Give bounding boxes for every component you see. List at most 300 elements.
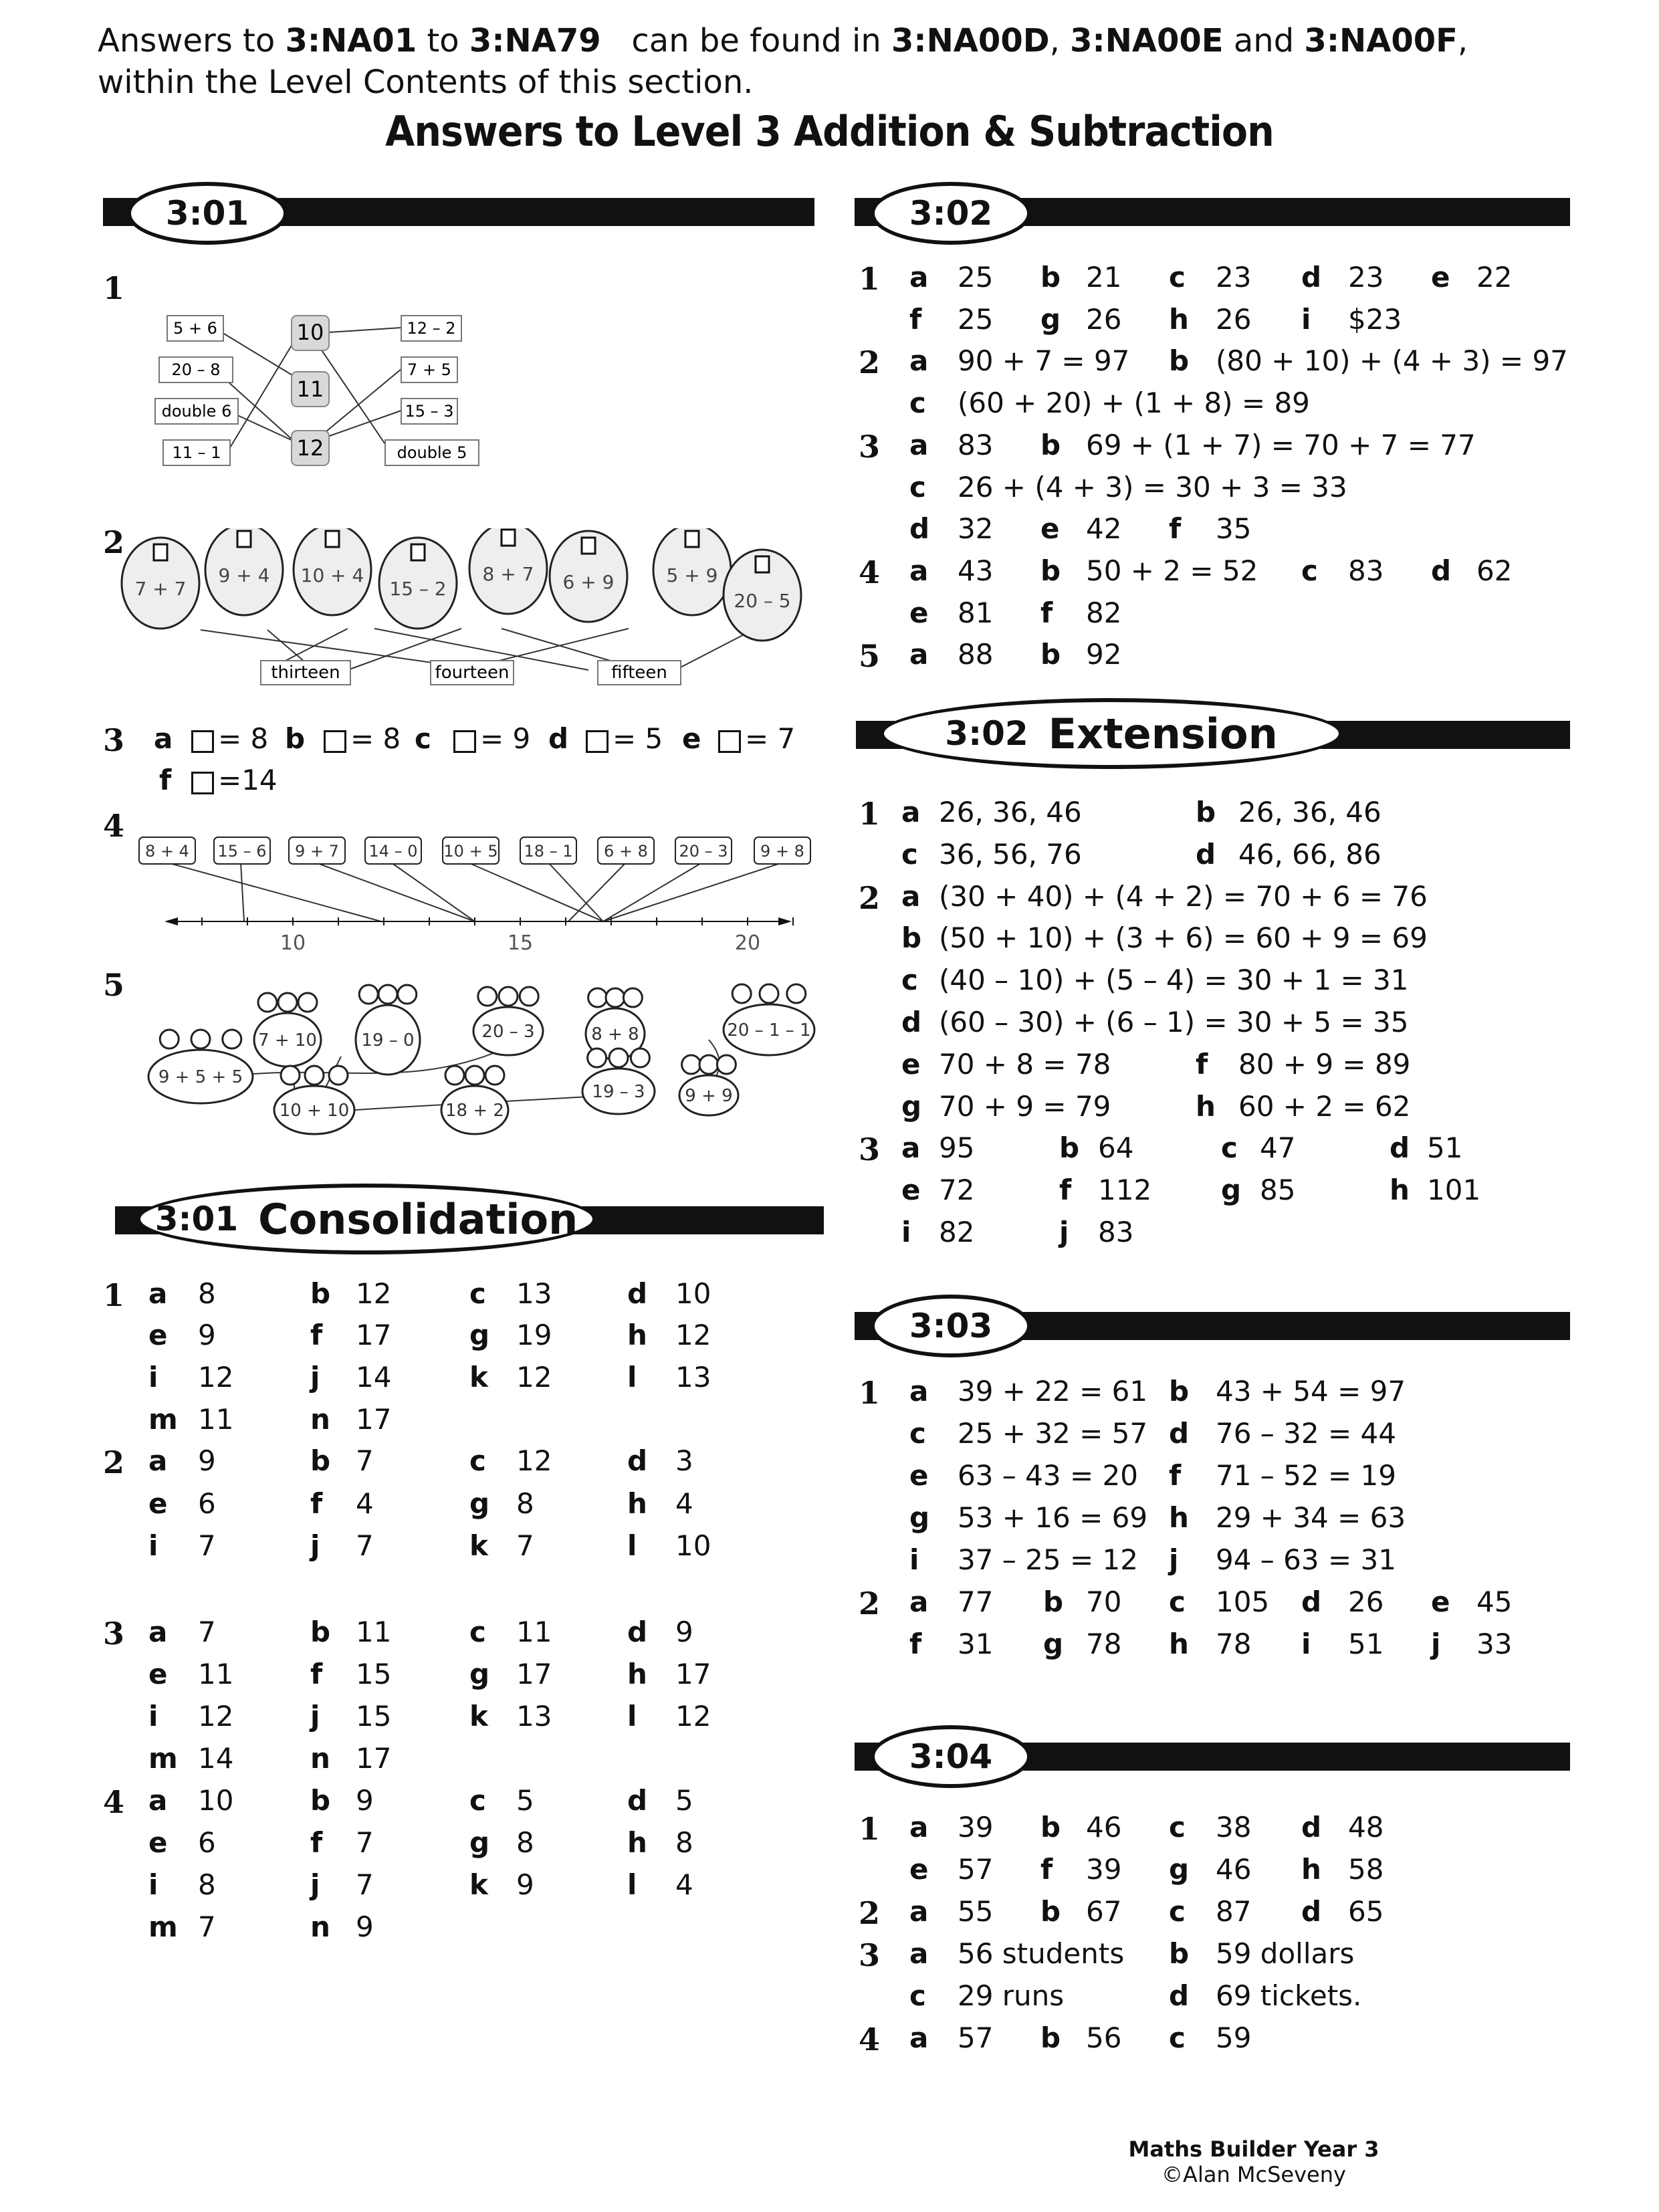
s301c-part-letter: h bbox=[627, 1487, 647, 1520]
s301c-answer-value: 13 bbox=[516, 1277, 552, 1310]
s302-row bbox=[0, 261, 1659, 302]
s304-part-letter: b bbox=[1040, 1895, 1061, 1928]
s302x-part-letter: h bbox=[1196, 1089, 1216, 1123]
s301c-answer-value: 6 bbox=[198, 1487, 216, 1520]
s303-part-letter: h bbox=[1169, 1501, 1189, 1534]
s302-part-letter: c bbox=[1169, 261, 1186, 294]
s303-answer-value: 33 bbox=[1476, 1628, 1513, 1660]
section-label-301: 3:01 bbox=[165, 194, 249, 233]
s302-part-letter: e bbox=[1431, 261, 1450, 294]
s301c-answer-value: 4 bbox=[675, 1868, 693, 1901]
s302-answer-value: (80 + 10) + (4 + 3) = 97 bbox=[1216, 344, 1568, 378]
s304-part-letter: b bbox=[1169, 1937, 1190, 1970]
balloon-label: 6 + 9 bbox=[562, 571, 615, 593]
s301-q4-label: 4 bbox=[103, 808, 125, 844]
s302x-part-letter: b bbox=[901, 921, 922, 955]
s303-answer-value: 78 bbox=[1086, 1628, 1122, 1660]
s301c-answer-value: 9 bbox=[356, 1784, 374, 1817]
s301c-answer-value: 8 bbox=[516, 1826, 534, 1859]
s301c-row bbox=[0, 1277, 829, 1319]
word-text-2: fourteen bbox=[435, 663, 510, 683]
s301c-part-letter: k bbox=[469, 1361, 488, 1394]
s302x-answer-value: 85 bbox=[1260, 1174, 1296, 1207]
s301c-part-letter: d bbox=[627, 1784, 648, 1817]
s302x-part-letter: e bbox=[901, 1174, 921, 1207]
s303-part-letter: a bbox=[909, 1375, 929, 1408]
q3-letter-b: b bbox=[285, 722, 306, 755]
s301c-row bbox=[0, 1742, 829, 1783]
s303-part-letter: e bbox=[1431, 1585, 1450, 1618]
s301c-answer-value: 7 bbox=[356, 1444, 374, 1477]
s303-row bbox=[0, 1417, 1659, 1458]
s302-part-letter: a bbox=[909, 261, 929, 294]
s302x-row bbox=[0, 1216, 1659, 1257]
intro-sep: , bbox=[1049, 22, 1071, 60]
s301c-part-letter: a bbox=[148, 1784, 168, 1817]
s302x-answer-value: 47 bbox=[1260, 1131, 1296, 1165]
s304-row bbox=[0, 2021, 1659, 2063]
q3-value-f: =14 bbox=[218, 764, 278, 796]
tick-label-20: 20 bbox=[734, 931, 761, 955]
s302x-answer-value: 82 bbox=[939, 1216, 975, 1248]
intro-line-2: within the Level Contents of this section. bbox=[98, 64, 754, 101]
s302x-answer-value: 95 bbox=[939, 1131, 975, 1165]
paw-label: 9 + 9 bbox=[685, 1086, 733, 1106]
s301c-answer-value: 15 bbox=[356, 1700, 392, 1733]
s302-part-letter: b bbox=[1040, 261, 1061, 294]
s304-answer-value: 65 bbox=[1348, 1895, 1384, 1928]
s302x-part-letter: g bbox=[1221, 1174, 1242, 1207]
s301c-question-number: 3 bbox=[103, 1616, 125, 1652]
s301c-answer-value: 17 bbox=[516, 1658, 552, 1690]
s301c-answer-value: 13 bbox=[675, 1361, 711, 1394]
s302-answer-value: 35 bbox=[1216, 512, 1252, 546]
q3-box-a bbox=[191, 730, 214, 753]
s304-question-number: 2 bbox=[859, 1895, 881, 1931]
s301c-part-letter: b bbox=[310, 1444, 331, 1477]
s302x-part-letter: c bbox=[1221, 1131, 1238, 1165]
s302x-part-letter: b bbox=[1196, 796, 1216, 828]
s302-answer-value: 92 bbox=[1086, 638, 1122, 671]
s301c-answer-value: 17 bbox=[356, 1403, 392, 1436]
s304-answer-value: 56 bbox=[1086, 2021, 1122, 2054]
q3-box-e bbox=[718, 730, 741, 753]
s304-part-letter: g bbox=[1169, 1853, 1190, 1886]
s302x-row bbox=[0, 796, 1659, 837]
paw-label: 10 + 10 bbox=[279, 1101, 350, 1121]
s301c-part-letter: l bbox=[627, 1361, 637, 1394]
s302-part-letter: g bbox=[1040, 302, 1061, 336]
s304-answer-value: 56 students bbox=[958, 1937, 1125, 1970]
s301c-answer-value: 8 bbox=[198, 1868, 216, 1901]
s302-part-letter: e bbox=[909, 596, 929, 629]
s304-answer-value: 55 bbox=[958, 1895, 994, 1928]
code-e: 3:NA00E bbox=[1070, 22, 1224, 60]
s302-row bbox=[0, 303, 1659, 344]
s302-answer-value: 82 bbox=[1086, 596, 1122, 629]
s304-answer-value: 29 runs bbox=[958, 1979, 1065, 2012]
s301c-answer-value: 8 bbox=[198, 1277, 216, 1310]
match-text-left-3: double 6 bbox=[161, 402, 232, 421]
expression-label: 8 + 4 bbox=[145, 842, 189, 861]
q3-value-e: = 7 bbox=[745, 722, 796, 755]
section-badge-302x bbox=[880, 698, 1343, 769]
s303-part-letter: i bbox=[1301, 1628, 1311, 1660]
s301c-answer-value: 5 bbox=[675, 1784, 693, 1817]
s302-answer-value: 69 + (1 + 7) = 70 + 7 = 77 bbox=[1086, 428, 1476, 461]
s304-answer-value: 48 bbox=[1348, 1811, 1384, 1844]
q3-box-c bbox=[453, 730, 476, 753]
s301c-part-letter: e bbox=[148, 1487, 168, 1520]
match-text-mid-2: 11 bbox=[296, 376, 324, 402]
s302-answer-value: 22 bbox=[1476, 261, 1513, 294]
section-label-303: 3:03 bbox=[909, 1307, 993, 1345]
s304-answer-value: 39 bbox=[958, 1811, 994, 1844]
s301c-part-letter: n bbox=[310, 1742, 330, 1775]
s303-part-letter: f bbox=[909, 1628, 922, 1660]
expression-label: 15 – 6 bbox=[217, 842, 267, 861]
s302-part-letter: d bbox=[1301, 261, 1322, 294]
s302-part-letter: a bbox=[909, 428, 929, 461]
s302x-answer-value: 70 + 8 = 78 bbox=[939, 1047, 1111, 1081]
s302-part-letter: i bbox=[1301, 302, 1311, 336]
s301c-answer-value: 12 bbox=[198, 1361, 234, 1394]
s303-answer-value: 78 bbox=[1216, 1628, 1252, 1660]
balloon-label: 9 + 4 bbox=[218, 564, 270, 586]
s301c-part-letter: d bbox=[627, 1277, 648, 1310]
s301c-part-letter: h bbox=[627, 1319, 647, 1351]
s301c-answer-value: 4 bbox=[675, 1487, 693, 1520]
s303-part-letter: c bbox=[909, 1417, 926, 1450]
intro-word-and: and bbox=[1223, 22, 1305, 60]
s302-answer-value: 83 bbox=[958, 428, 994, 461]
s301-q5-label: 5 bbox=[103, 967, 125, 1003]
s301c-answer-value: 11 bbox=[198, 1658, 234, 1690]
s301c-answer-value: 9 bbox=[675, 1616, 693, 1648]
s302-part-letter: c bbox=[909, 386, 926, 420]
s302-answer-value: 26 + (4 + 3) = 30 + 3 = 33 bbox=[958, 470, 1347, 504]
s302-answer-value: 43 bbox=[958, 554, 994, 587]
s301c-answer-value: 11 bbox=[516, 1616, 552, 1648]
q3-value-d: = 5 bbox=[613, 722, 663, 755]
paw-label: 18 + 2 bbox=[445, 1101, 504, 1121]
s301c-answer-value: 17 bbox=[356, 1319, 392, 1351]
s301c-part-letter: j bbox=[310, 1700, 320, 1733]
s303-answer-value: 39 + 22 = 61 bbox=[958, 1375, 1148, 1408]
s302x-question-number: 1 bbox=[859, 796, 881, 832]
s304-question-number: 3 bbox=[859, 1937, 881, 1973]
expression-label: 6 + 8 bbox=[604, 842, 648, 861]
s301c-part-letter: i bbox=[148, 1700, 158, 1733]
s304-row bbox=[0, 1811, 1659, 1852]
s304-row bbox=[0, 1853, 1659, 1894]
s302-part-letter: a bbox=[909, 638, 929, 671]
s302x-part-letter: j bbox=[1059, 1216, 1069, 1248]
s302-row bbox=[0, 596, 1659, 638]
s302-answer-value: 88 bbox=[958, 638, 994, 671]
s302-row bbox=[0, 638, 1659, 679]
s301c-part-letter: l bbox=[627, 1700, 637, 1733]
s302x-answer-value: 112 bbox=[1098, 1174, 1152, 1207]
s302x-part-letter: d bbox=[901, 1006, 922, 1038]
match-text-right-1: 12 – 2 bbox=[407, 319, 456, 338]
s301c-answer-value: 17 bbox=[356, 1742, 392, 1775]
s304-answer-value: 39 bbox=[1086, 1853, 1122, 1886]
s302-part-letter: f bbox=[1040, 596, 1053, 629]
s303-answer-value: 63 – 43 = 20 bbox=[958, 1459, 1138, 1492]
s301c-part-letter: d bbox=[627, 1444, 648, 1477]
s301c-answer-value: 12 bbox=[516, 1444, 552, 1477]
s304-answer-value: 46 bbox=[1086, 1811, 1122, 1844]
s304-part-letter: c bbox=[1169, 2021, 1186, 2054]
s303-part-letter: e bbox=[909, 1459, 929, 1492]
s302-answer-value: $23 bbox=[1348, 302, 1402, 336]
s302x-answer-value: (60 – 30) + (6 – 1) = 30 + 5 = 35 bbox=[939, 1006, 1409, 1038]
s303-part-letter: j bbox=[1169, 1543, 1179, 1576]
s302x-part-letter: a bbox=[901, 1131, 921, 1165]
s302x-part-letter: d bbox=[1196, 837, 1216, 871]
intro-mid: can be found in bbox=[600, 22, 892, 60]
intro-prefix: Answers to bbox=[98, 22, 286, 60]
s301c-answer-value: 8 bbox=[516, 1487, 534, 1520]
s302x-question-number: 3 bbox=[859, 1131, 881, 1168]
paw-label: 19 – 0 bbox=[361, 1030, 415, 1050]
s304-part-letter: b bbox=[1040, 1811, 1061, 1844]
s303-answer-value: 51 bbox=[1348, 1628, 1384, 1660]
s303-answer-value: 29 + 34 = 63 bbox=[1216, 1501, 1406, 1534]
s302x-question-number: 2 bbox=[859, 879, 881, 916]
s301c-answer-value: 10 bbox=[198, 1784, 234, 1817]
s301c-part-letter: j bbox=[310, 1868, 320, 1901]
balloon-label: 15 – 2 bbox=[389, 578, 447, 600]
s302x-answer-value: 26, 36, 46 bbox=[939, 796, 1082, 828]
footer-copyright: ©Alan McSeveny bbox=[1162, 2162, 1346, 2187]
code-end: 3:NA79 bbox=[469, 22, 601, 60]
s303-part-letter: d bbox=[1301, 1585, 1322, 1618]
s304-question-number: 1 bbox=[859, 1811, 881, 1847]
s301c-part-letter: c bbox=[469, 1616, 486, 1648]
s303-row bbox=[0, 1543, 1659, 1585]
s301c-answer-value: 7 bbox=[198, 1910, 216, 1943]
s304-answer-value: 57 bbox=[958, 2021, 994, 2054]
s304-answer-value: 67 bbox=[1086, 1895, 1122, 1928]
s301c-answer-value: 7 bbox=[356, 1826, 374, 1859]
q3-box-d bbox=[586, 730, 609, 753]
s301c-part-letter: e bbox=[148, 1319, 168, 1351]
s302x-part-letter: b bbox=[1059, 1131, 1080, 1165]
s301c-answer-value: 19 bbox=[516, 1319, 552, 1351]
s301-q3-row-1 bbox=[103, 722, 839, 764]
s302x-part-letter: a bbox=[901, 879, 921, 913]
s302-answer-value: (60 + 20) + (1 + 8) = 89 bbox=[958, 386, 1310, 420]
s301c-question-number: 4 bbox=[103, 1784, 125, 1820]
s301c-answer-value: 7 bbox=[198, 1616, 216, 1648]
s301c-part-letter: d bbox=[627, 1616, 648, 1648]
expression-label: 9 + 8 bbox=[760, 842, 804, 861]
s302-answer-value: 25 bbox=[958, 302, 994, 336]
s301-q2-label: 2 bbox=[103, 524, 125, 560]
s302-row bbox=[0, 512, 1659, 554]
s302x-answer-value: (50 + 10) + (3 + 6) = 60 + 9 = 69 bbox=[939, 921, 1428, 955]
s301c-answer-value: 7 bbox=[356, 1868, 374, 1901]
expression-label: 14 – 0 bbox=[368, 842, 418, 861]
s301c-part-letter: g bbox=[469, 1487, 490, 1520]
match-text-mid-1: 10 bbox=[296, 320, 324, 345]
s302-answer-value: 42 bbox=[1086, 512, 1122, 546]
s303-question-number: 2 bbox=[859, 1585, 881, 1622]
s303-part-letter: b bbox=[1043, 1585, 1064, 1618]
section-label-302x-word: Extension bbox=[1048, 709, 1278, 758]
s301c-part-letter: c bbox=[469, 1444, 486, 1477]
expression-label: 10 + 5 bbox=[443, 842, 498, 861]
s303-row bbox=[0, 1459, 1659, 1501]
match-text-right-2: 7 + 5 bbox=[407, 360, 451, 379]
s303-answer-value: 94 – 63 = 31 bbox=[1216, 1543, 1396, 1576]
s302-row bbox=[0, 471, 1659, 512]
s303-answer-value: 45 bbox=[1476, 1585, 1513, 1618]
s304-answer-value: 57 bbox=[958, 1853, 994, 1886]
match-text-left-1: 5 + 6 bbox=[173, 319, 217, 338]
s302-part-letter: b bbox=[1169, 344, 1190, 378]
match-text-left-4: 11 – 1 bbox=[172, 443, 221, 462]
match-text-left-2: 20 – 8 bbox=[171, 360, 221, 379]
s301c-answer-value: 7 bbox=[516, 1529, 534, 1562]
s301c-answer-value: 7 bbox=[356, 1529, 374, 1562]
footer bbox=[1103, 2136, 1404, 2187]
s303-question-number: 1 bbox=[859, 1375, 881, 1411]
s302-part-letter: h bbox=[1169, 302, 1189, 336]
s303-answer-value: 31 bbox=[958, 1628, 994, 1660]
s302x-row bbox=[0, 1006, 1659, 1047]
s304-part-letter: a bbox=[909, 1937, 929, 1970]
s302-question-number: 2 bbox=[859, 344, 881, 381]
s302-part-letter: d bbox=[1431, 554, 1452, 587]
s302-question-number: 4 bbox=[859, 554, 881, 590]
s302-part-letter: c bbox=[1301, 554, 1318, 587]
s304-part-letter: a bbox=[909, 1811, 929, 1844]
s301c-part-letter: b bbox=[310, 1277, 331, 1310]
s302-part-letter: b bbox=[1040, 554, 1061, 587]
section-label-301c-word: Consolidation bbox=[258, 1194, 578, 1244]
s302-row bbox=[0, 386, 1659, 428]
intro-word-to: to bbox=[417, 22, 469, 60]
s302-answer-value: 23 bbox=[1216, 261, 1252, 294]
s303-part-letter: g bbox=[909, 1501, 930, 1534]
s301c-answer-value: 12 bbox=[516, 1361, 552, 1394]
s301c-part-letter: l bbox=[627, 1868, 637, 1901]
s301c-answer-value: 4 bbox=[356, 1487, 374, 1520]
s301c-part-letter: j bbox=[310, 1361, 320, 1394]
intro-end: , bbox=[1457, 22, 1468, 60]
s303-answer-value: 71 – 52 = 19 bbox=[1216, 1459, 1396, 1492]
s302x-answer-value: 70 + 9 = 79 bbox=[939, 1089, 1111, 1123]
s301c-answer-value: 12 bbox=[675, 1700, 711, 1733]
s302x-answer-value: 83 bbox=[1098, 1216, 1134, 1248]
s303-answer-value: 105 bbox=[1216, 1585, 1270, 1618]
s302-answer-value: 81 bbox=[958, 596, 994, 629]
s301c-part-letter: i bbox=[148, 1529, 158, 1562]
s301c-part-letter: b bbox=[310, 1616, 331, 1648]
s304-answer-value: 59 dollars bbox=[1216, 1937, 1355, 1970]
s301c-part-letter: j bbox=[310, 1529, 320, 1562]
s301c-part-letter: e bbox=[148, 1826, 168, 1859]
s302x-row bbox=[0, 838, 1659, 879]
s303-part-letter: i bbox=[909, 1543, 919, 1576]
s304-row bbox=[0, 1895, 1659, 1937]
s302-answer-value: 26 bbox=[1216, 302, 1252, 336]
s304-part-letter: e bbox=[909, 1853, 929, 1886]
balloon-label: 10 + 4 bbox=[300, 564, 364, 586]
s303-answer-value: 43 + 54 = 97 bbox=[1216, 1375, 1406, 1408]
s303-part-letter: f bbox=[1169, 1459, 1182, 1492]
s304-row bbox=[0, 1979, 1659, 2021]
expression-label: 9 + 7 bbox=[295, 842, 339, 861]
s302-part-letter: f bbox=[909, 302, 922, 336]
code-start: 3:NA01 bbox=[285, 22, 417, 60]
code-d: 3:NA00D bbox=[891, 22, 1050, 60]
s302-answer-value: 26 bbox=[1086, 302, 1122, 336]
s304-part-letter: h bbox=[1301, 1853, 1321, 1886]
s302x-row bbox=[0, 1131, 1659, 1173]
s303-answer-value: 76 – 32 = 44 bbox=[1216, 1417, 1396, 1450]
s304-answer-value: 46 bbox=[1216, 1853, 1252, 1886]
s301c-answer-value: 5 bbox=[516, 1784, 534, 1817]
s302-part-letter: e bbox=[1040, 512, 1060, 546]
s303-part-letter: j bbox=[1431, 1628, 1441, 1660]
s304-part-letter: d bbox=[1169, 1979, 1190, 2012]
s302-answer-value: 23 bbox=[1348, 261, 1384, 294]
s301c-question-number: 2 bbox=[103, 1444, 125, 1480]
s303-part-letter: d bbox=[1169, 1417, 1190, 1450]
s302-answer-value: 32 bbox=[958, 512, 994, 546]
s303-answer-value: 77 bbox=[958, 1585, 994, 1618]
section-label-301c-num: 3:01 bbox=[154, 1200, 239, 1238]
s302-answer-value: 25 bbox=[958, 261, 994, 294]
s303-row bbox=[0, 1628, 1659, 1669]
s301c-answer-value: 11 bbox=[356, 1616, 392, 1648]
s301c-answer-value: 10 bbox=[675, 1277, 711, 1310]
paw-label: 7 + 10 bbox=[258, 1030, 317, 1050]
s301c-answer-value: 17 bbox=[675, 1658, 711, 1690]
s301c-part-letter: m bbox=[148, 1742, 178, 1775]
s302-question-number: 3 bbox=[859, 428, 881, 465]
s304-part-letter: d bbox=[1301, 1895, 1322, 1928]
s301c-part-letter: k bbox=[469, 1529, 488, 1562]
s302x-answer-value: 36, 56, 76 bbox=[939, 837, 1082, 871]
s303-answer-value: 53 + 16 = 69 bbox=[958, 1501, 1148, 1534]
s301c-answer-value: 9 bbox=[198, 1444, 216, 1477]
s302-part-letter: c bbox=[909, 470, 926, 504]
code-f: 3:NA00F bbox=[1304, 22, 1458, 60]
s301c-part-letter: f bbox=[310, 1487, 323, 1520]
s301c-answer-value: 9 bbox=[516, 1868, 534, 1901]
q3-value-c: = 9 bbox=[480, 722, 531, 755]
s302x-part-letter: d bbox=[1390, 1131, 1410, 1165]
q3-value-a: = 8 bbox=[218, 722, 269, 755]
s302x-part-letter: a bbox=[901, 796, 921, 828]
s301c-answer-value: 12 bbox=[675, 1319, 711, 1351]
s301c-part-letter: h bbox=[627, 1826, 647, 1859]
s302x-row bbox=[0, 880, 1659, 921]
s302x-part-letter: c bbox=[901, 837, 918, 871]
paw-label: 8 + 8 bbox=[591, 1024, 639, 1044]
s302x-answer-value: (40 – 10) + (5 – 4) = 30 + 1 = 31 bbox=[939, 964, 1409, 997]
s301c-part-letter: h bbox=[627, 1658, 647, 1690]
tick-label-10: 10 bbox=[280, 931, 306, 955]
s302x-answer-value: 51 bbox=[1427, 1131, 1463, 1165]
paw-label: 19 – 3 bbox=[592, 1082, 645, 1102]
s303-answer-value: 70 bbox=[1086, 1585, 1122, 1618]
